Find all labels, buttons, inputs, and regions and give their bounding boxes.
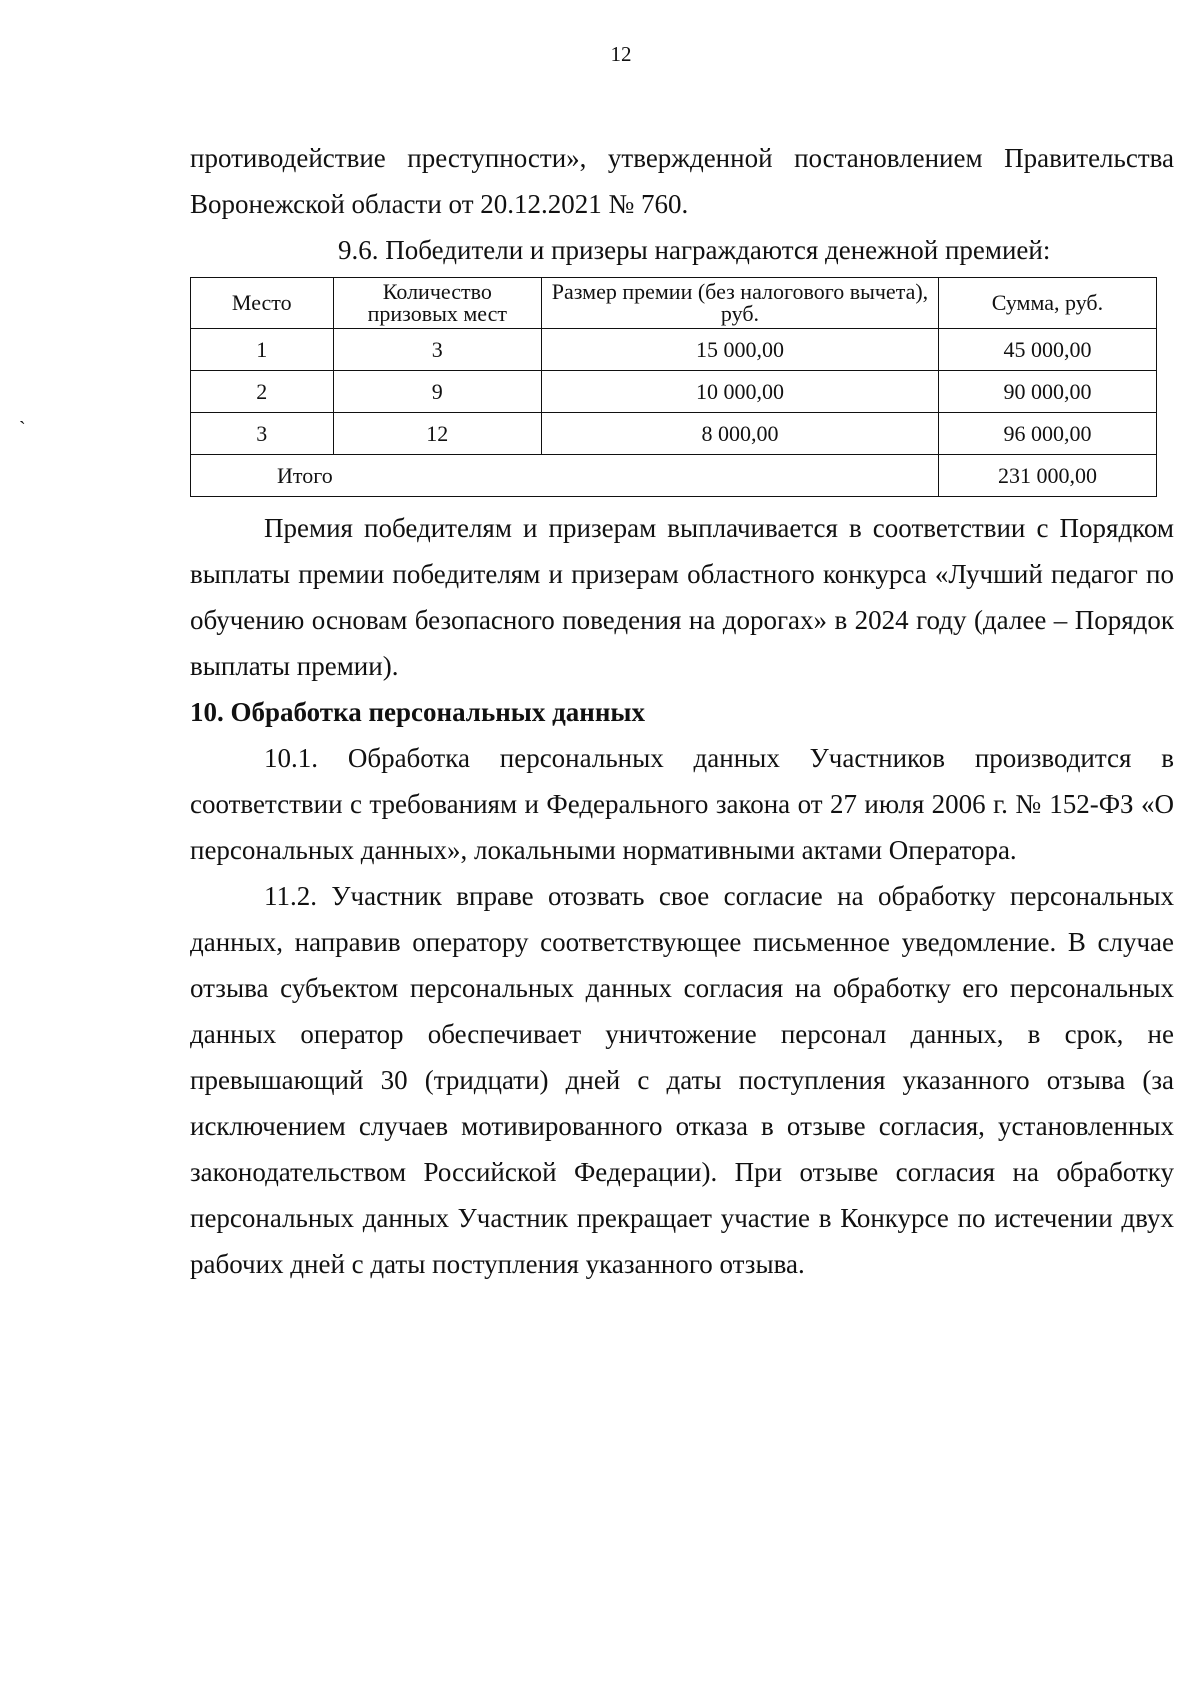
- header-prize-amount: Размер премии (без налогового вычета), руб.: [542, 278, 939, 329]
- table-row: [191, 413, 1157, 455]
- cell-place: 2: [191, 371, 334, 413]
- total-value: 231 000,00: [938, 455, 1156, 497]
- table-row: [191, 329, 1157, 371]
- cell-place: 1: [191, 329, 334, 371]
- cell-amount: 8 000,00: [542, 413, 939, 455]
- table-header-row: [191, 278, 1157, 329]
- page-number: 12: [610, 42, 632, 66]
- paragraph-10-1: 10.1. Обработка персональных данных Участников производится в соответствии с требованиям и Федерального закона от 27 июля 2006 г. № 152-ФЗ «О персональных данных», локальными нормативными актами Оператора.: [190, 743, 1174, 865]
- intro-paragraph: противодействие преступности», утвержденной постановлением Правительства Воронежской области от 20.12.2021 № 760.: [190, 143, 1174, 219]
- cell-sum: 96 000,00: [938, 413, 1156, 455]
- table-total-row: [191, 455, 1157, 497]
- header-sum: Сумма, руб.: [938, 278, 1156, 329]
- cell-amount: 15 000,00: [542, 329, 939, 371]
- cell-count: 9: [333, 371, 542, 413]
- cell-amount: 10 000,00: [542, 371, 939, 413]
- header-prize-count: Количество призовых мест: [333, 278, 542, 329]
- cell-sum: 90 000,00: [938, 371, 1156, 413]
- item-9-6-number: 9.6.: [338, 235, 379, 265]
- after-table-paragraph: Премия победителям и призерам выплачивается в соответствии с Порядком выплаты премии победителям и призерам областного конкурса «Лучший педагог по обучению основам безопасного поведения на дорогах» в 2024 году (далее – Порядок выплаты премии).: [190, 513, 1174, 681]
- section-10-heading: 10. Обработка персональных данных: [190, 697, 645, 727]
- cell-count: 12: [333, 413, 542, 455]
- paragraph-11-2: 11.2. Участник вправе отозвать свое согласие на обработку персональных данных, направив оператору соответствующее письменное уведомление. В случае отзыва субъектом персональных данных согласия на обработку его персональных данных оператор обеспечивает уничтожение персонал данных, в срок, не превышающий 30 (тридцати) дней с даты поступления указанного отзыва (за исключением случаев мотивированного отказа в отзыве согласия, установленных законодательством Российской Федерации). При отзыве согласия на обработку персональных данных Участник прекращает участие в Конкурсе по истечении двух рабочих дней с даты поступления указанного отзыва.: [190, 881, 1174, 1279]
- document-body: [190, 135, 1174, 1287]
- item-9-6-text: Победители и призеры награждаются денежной премией:: [385, 235, 1051, 265]
- table-row: [191, 371, 1157, 413]
- prize-table: [190, 277, 1157, 497]
- total-label: Итого: [191, 455, 939, 497]
- cell-sum: 45 000,00: [938, 329, 1156, 371]
- cell-place: 3: [191, 413, 334, 455]
- item-9-6: [190, 227, 1174, 273]
- header-place: Место: [191, 278, 334, 329]
- cell-count: 3: [333, 329, 542, 371]
- stray-mark: `: [19, 418, 26, 440]
